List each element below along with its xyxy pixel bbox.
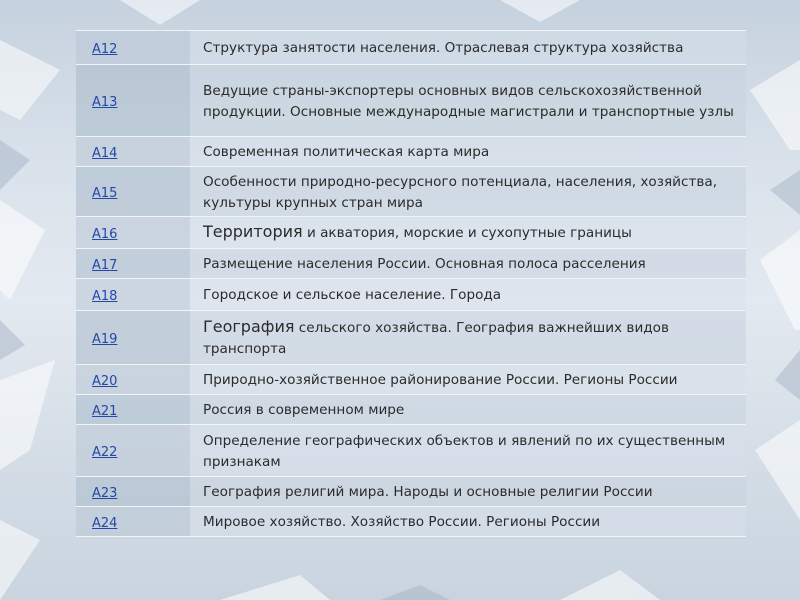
topic-description-cell: [190, 311, 746, 365]
topic-code-cell: [76, 249, 190, 279]
topic-code-cell: [76, 65, 190, 137]
topic-description: сельского хозяйства. География важнейших видов транспорта: [203, 319, 670, 357]
table-row: [76, 507, 746, 537]
topic-description-cell: [190, 137, 746, 167]
topic-description-cell: [190, 477, 746, 507]
topic-description: Определение географических объектов и явлений по их существенным признакам: [203, 432, 726, 470]
topics-table-body: [76, 31, 746, 537]
topic-description: Россия в современном мире: [203, 402, 405, 418]
topic-code-cell: [76, 395, 190, 425]
table-row: [76, 217, 746, 249]
topic-code-cell: [76, 137, 190, 167]
topic-code-link[interactable]: А24: [92, 516, 118, 531]
topic-lead-word: Территория: [203, 222, 303, 241]
topic-code-link[interactable]: А14: [92, 146, 118, 161]
topic-description: и акватория, морские и сухопутные границы: [302, 225, 632, 241]
table-row: [76, 31, 746, 65]
topic-code-cell: [76, 425, 190, 477]
table-row: [76, 279, 746, 311]
table-row: [76, 477, 746, 507]
topic-code-link[interactable]: А15: [92, 186, 118, 201]
topic-code-cell: [76, 31, 190, 65]
topic-code-link[interactable]: А12: [92, 42, 118, 57]
topic-description-cell: [190, 65, 746, 137]
topic-description-cell: [190, 279, 746, 311]
topic-code-cell: [76, 507, 190, 537]
topic-code-cell: [76, 167, 190, 217]
topic-description-cell: [190, 31, 746, 65]
topic-description-cell: [190, 167, 746, 217]
topic-description: Размещение населения России. Основная полоса расселения: [203, 256, 646, 272]
topic-description: Структура занятости населения. Отраслевая структура хозяйства: [203, 40, 684, 56]
topic-code-link[interactable]: А16: [92, 227, 118, 242]
topic-description: Мировое хозяйство. Хозяйство России. Регионы России: [203, 514, 601, 530]
table-row: [76, 395, 746, 425]
table-row: [76, 249, 746, 279]
topic-description-cell: [190, 395, 746, 425]
topic-description: Природно-хозяйственное районирование России. Регионы России: [203, 372, 678, 388]
topic-code-link[interactable]: А23: [92, 486, 118, 501]
topic-description-cell: [190, 425, 746, 477]
topic-code-cell: [76, 279, 190, 311]
topic-code-link[interactable]: А17: [92, 258, 118, 273]
table-row: [76, 311, 746, 365]
topics-table: [76, 30, 746, 537]
table-row: [76, 425, 746, 477]
topic-description: Современная политическая карта мира: [203, 144, 490, 160]
topic-description: География религий мира. Народы и основные религии России: [203, 484, 653, 500]
topic-lead-word: География: [203, 316, 295, 336]
topic-code-cell: [76, 477, 190, 507]
topic-code-link[interactable]: А13: [92, 95, 118, 110]
topic-description-cell: [190, 365, 746, 395]
topic-code-link[interactable]: А19: [92, 332, 118, 347]
topic-code-link[interactable]: А20: [92, 374, 118, 389]
topic-description: Ведущие страны-экспортеры основных видов сельскохозяйственной продукции. Основные международные магистрали и транспортные узлы: [203, 82, 734, 120]
topic-description-cell: [190, 249, 746, 279]
topic-description: Особенности природно-ресурсного потенциала, населения, хозяйства, культуры крупных стран мира: [203, 173, 718, 211]
topic-description: Городское и сельское население. Города: [203, 287, 502, 303]
topic-description-cell: [190, 507, 746, 537]
table-row: [76, 137, 746, 167]
topic-description-cell: [190, 217, 746, 249]
topic-code-cell: [76, 311, 190, 365]
topic-code-link[interactable]: А22: [92, 445, 118, 460]
table-row: [76, 365, 746, 395]
table-row: [76, 167, 746, 217]
topic-code-link[interactable]: А18: [92, 289, 118, 304]
table-row: [76, 65, 746, 137]
topic-code-cell: [76, 365, 190, 395]
topic-code-cell: [76, 217, 190, 249]
topic-code-link[interactable]: А21: [92, 404, 118, 419]
